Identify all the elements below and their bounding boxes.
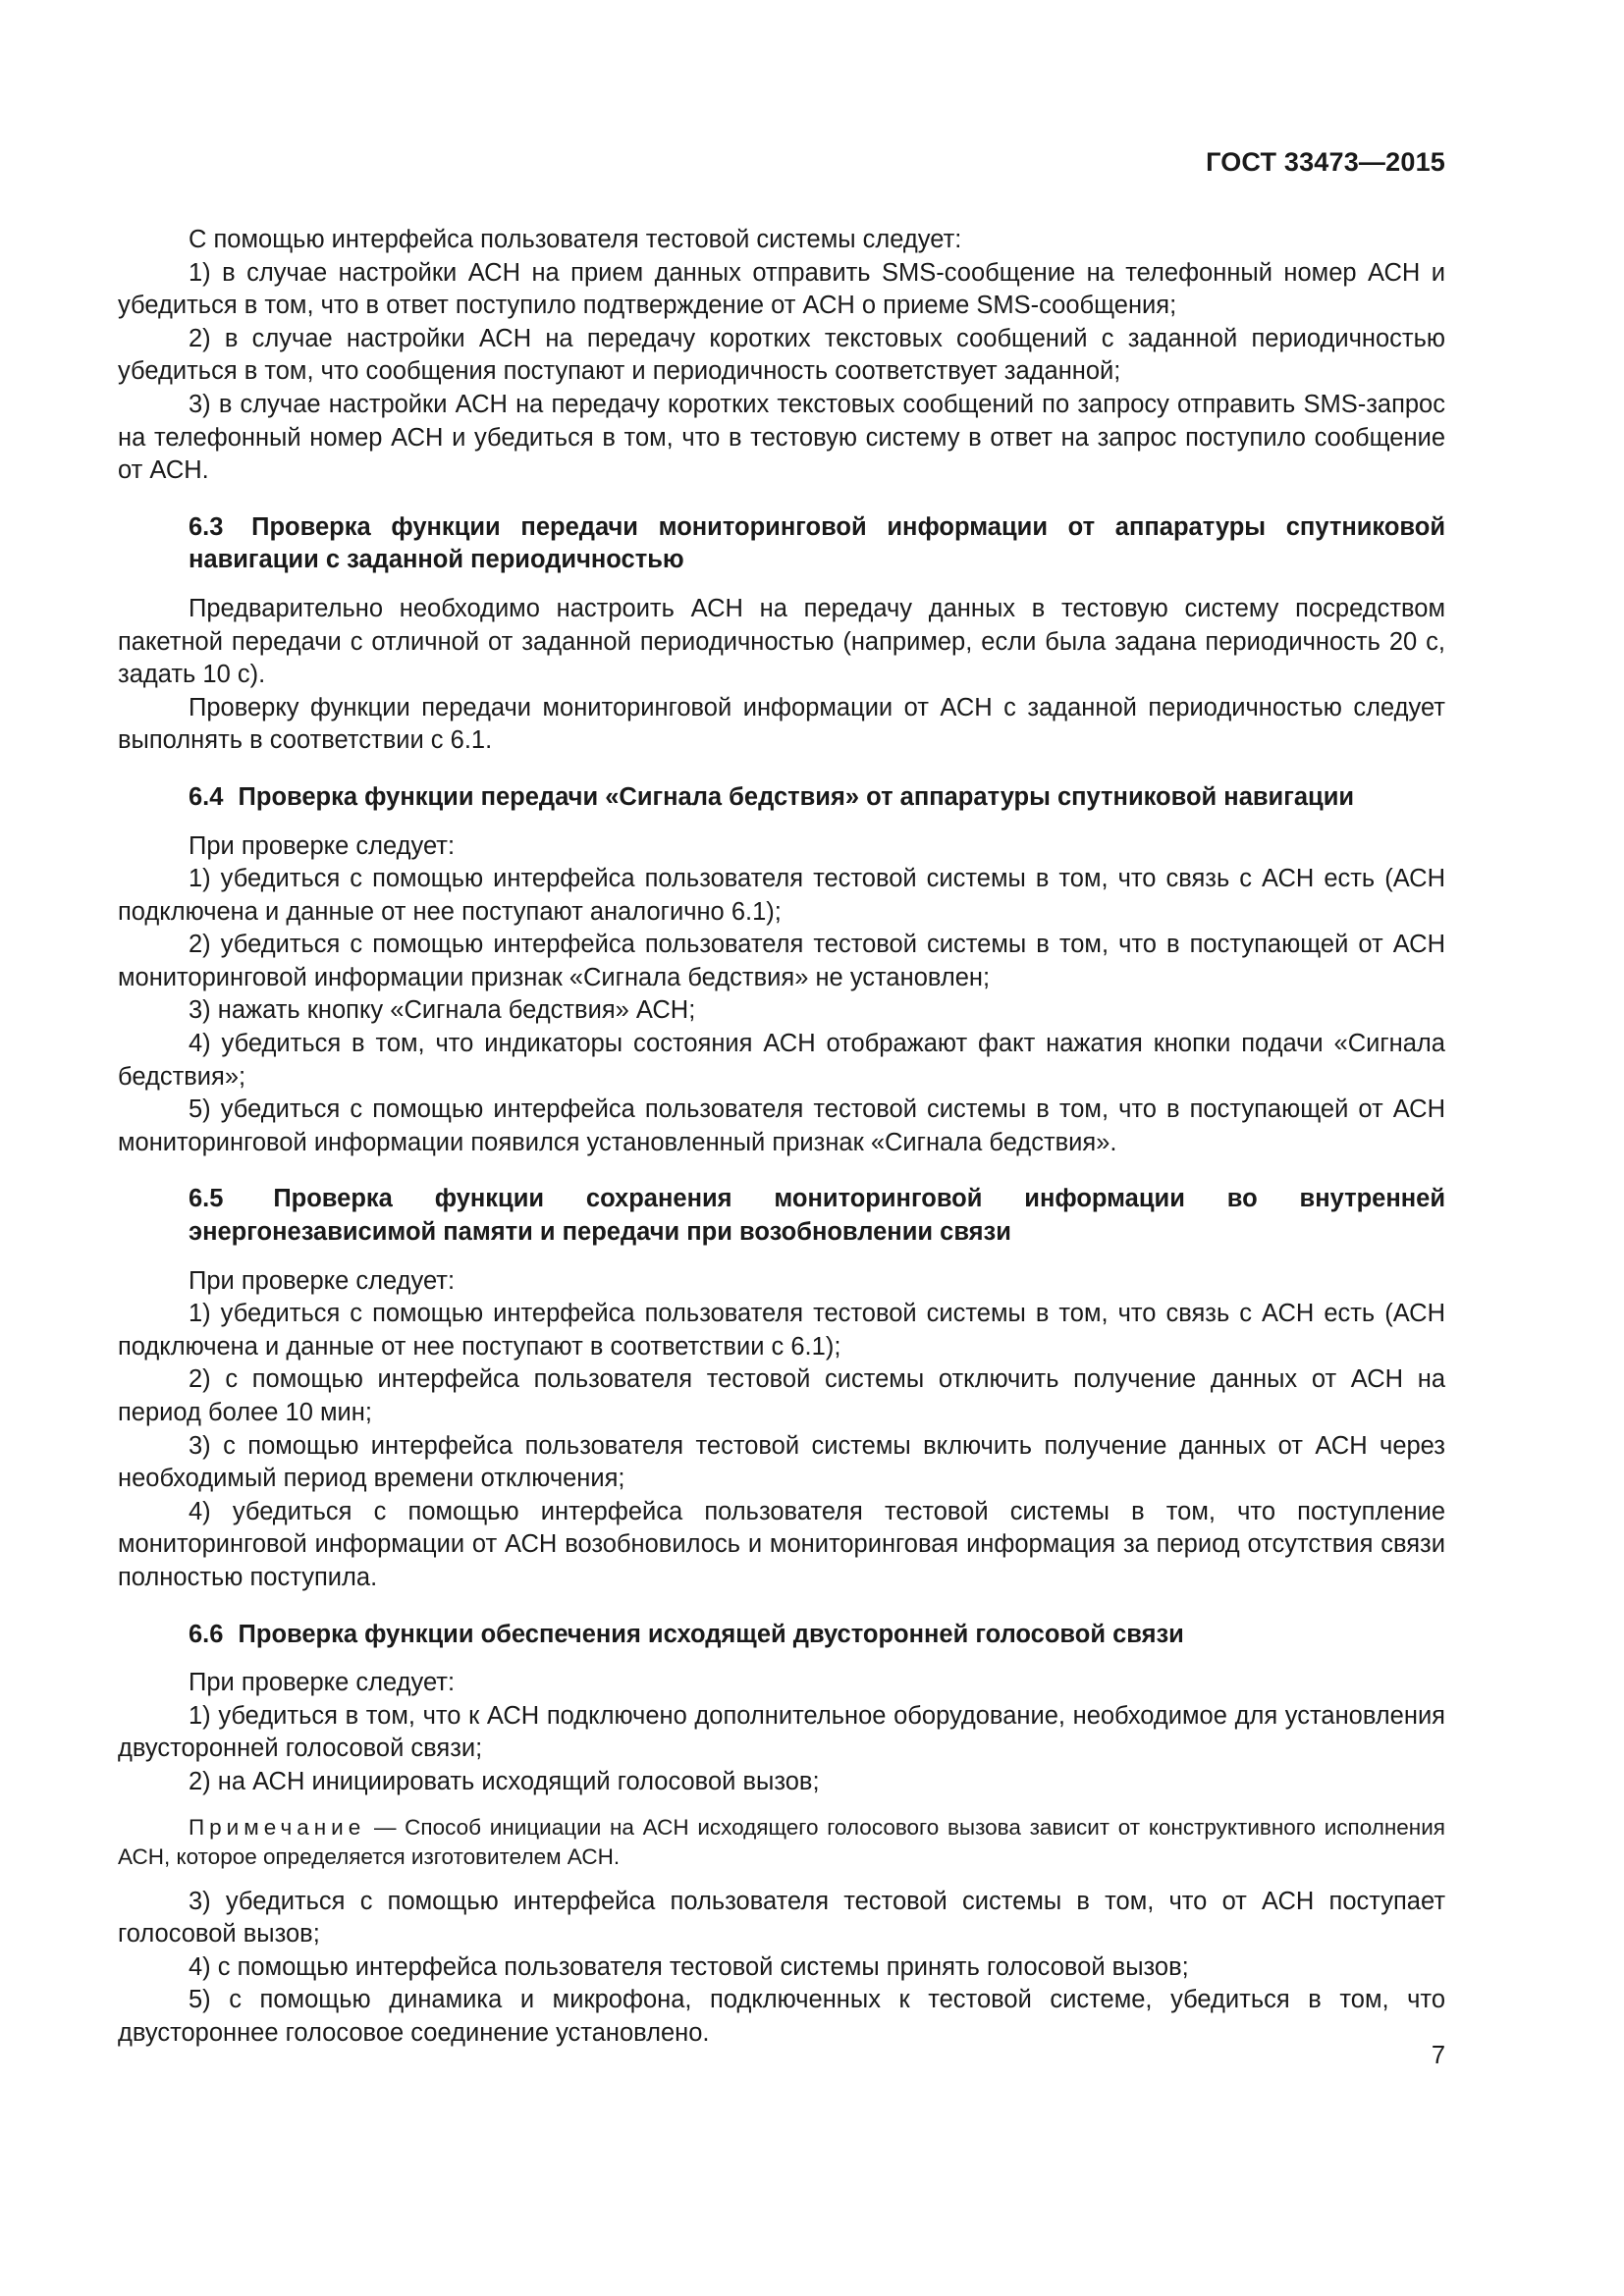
section-6-3-paragraph-2: Проверку функции передачи мониторинговой информации от АСН с заданной периодичностью следует выполнять в соответствии с 6.1. <box>118 693 1445 755</box>
section-6-6-paragraph-5: 4) с помощью интерфейса пользователя тестовой системы принять голосовой вызов; <box>189 1952 1189 1981</box>
intro-item-3: 3) в случае настройки АСН на передачу коротких текстовых сообщений по запросу отправить SMS-запрос на телефонный номер АСН и убедиться в том, что в тестовую систему в ответ на запрос поступило сообщение от АСН. <box>118 390 1445 485</box>
section-title: Проверка функции обеспечения исходящей двусторонней голосовой связи <box>238 1620 1184 1648</box>
document-code: ГОСТ 33473—2015 <box>1206 147 1445 177</box>
section-heading-6-4 <box>118 781 1445 815</box>
section-6-4-paragraph-5: 4) убедиться в том, что индикаторы состояния АСН отображают факт нажатия кнопки подачи «Сигнала бедствия»; <box>118 1030 1445 1091</box>
section-title: Проверка функции передачи «Сигнала бедствия» от аппаратуры спутниковой навигации <box>238 782 1355 811</box>
note-label: Примечание <box>189 1814 366 1840</box>
section-number: 6.4 <box>189 782 224 811</box>
document-body <box>118 224 1445 2051</box>
section-6-4-paragraph-4: 3) нажать кнопку «Сигнала бедствия» АСН; <box>189 996 696 1025</box>
section-heading-6-5 <box>118 1183 1445 1249</box>
section-title: Проверка функции передачи мониторинговой информации от аппаратуры спутниковой навигации с заданной периодичностью <box>189 512 1445 574</box>
section-6-6-paragraph-3: 2) на АСН инициировать исходящий голосовой вызов; <box>189 1767 820 1795</box>
section-title: Проверка функции сохранения мониторинговой информации во внутренней энергонезависимой памяти и передачи при возобновлении связи <box>189 1185 1445 1247</box>
intro-item-1: 1) в случае настройки АСН на прием данных отправить SMS-сообщение на телефонный номер АСН и убедиться в том, что в ответ поступило подтверждение от АСН о приеме SMS-сообщения; <box>118 258 1445 320</box>
section-6-4-paragraph-3: 2) убедиться с помощью интерфейса пользователя тестовой системы в том, что в поступающей от АСН мониторинговой информации признак «Сигнала бедствия» не установлен; <box>118 931 1445 991</box>
section-6-6-paragraph-4: 3) убедиться с помощью интерфейса пользователя тестовой системы в том, что от АСН поступает голосовой вызов; <box>118 1887 1445 1949</box>
section-number: 6.5 <box>189 1185 224 1213</box>
section-number: 6.3 <box>189 512 224 541</box>
section-6-4-paragraph-2: 1) убедиться с помощью интерфейса пользователя тестовой системы в том, что связь с АСН есть (АСН подключена и данные от нее поступают аналогично 6.1); <box>118 865 1445 926</box>
intro-item-2: 2) в случае настройки АСН на передачу коротких текстовых сообщений с заданной периодичностью убедиться в том, что сообщения поступают и периодичность соответствует заданной; <box>118 324 1445 386</box>
note <box>118 1813 1445 1872</box>
document-page <box>118 0 1445 2296</box>
section-6-5-paragraph-1: При проверке следует: <box>189 1266 456 1295</box>
note-text: — Способ инициации на АСН исходящего голосового вызова зависит от конструктивного исполнения АСН, которое определяется изготовителем АСН. <box>118 1814 1445 1869</box>
section-6-5-paragraph-5: 4) убедиться с помощью интерфейса пользователя тестовой системы в том, что поступление мониторинговой информации от АСН возобновилось и мониторинговая информация за период отсутствия связи полностью поступила. <box>118 1497 1445 1591</box>
intro-lead: С помощью интерфейса пользователя тестовой системы следует: <box>189 226 962 253</box>
section-6-3-paragraph-1: Предварительно необходимо настроить АСН на передачу данных в тестовую систему посредством пакетной передачи с отличной от заданной периодичностью (например, если была задана периодичность 20 с, задать 10 с). <box>118 594 1445 689</box>
section-heading-6-6 <box>118 1619 1445 1652</box>
section-6-6-paragraph-6: 5) с помощью динамика и микрофона, подключенных к тестовой системе, убедиться в том, что двустороннее голосовое соединение установлено. <box>118 1986 1445 2047</box>
section-6-4-paragraph-6: 5) убедиться с помощью интерфейса пользователя тестовой системы в том, что в поступающей от АСН мониторинговой информации появился установленный признак «Сигнала бедствия». <box>118 1095 1445 1156</box>
section-number: 6.6 <box>189 1620 224 1648</box>
section-6-4-paragraph-1: При проверке следует: <box>189 831 456 860</box>
section-6-5-paragraph-3: 2) с помощью интерфейса пользователя тестовой системы отключить получение данных от АСН на период более 10 мин; <box>118 1365 1445 1426</box>
section-heading-6-3 <box>118 511 1445 577</box>
page-number: 7 <box>1431 2042 1445 2069</box>
section-6-5-paragraph-4: 3) с помощью интерфейса пользователя тестовой системы включить получение данных от АСН через необходимый период времени отключения; <box>118 1431 1445 1493</box>
section-6-6-paragraph-2: 1) убедиться в том, что к АСН подключено дополнительное оборудование, необходимое для установления двусторонней голосовой связи; <box>118 1701 1445 1763</box>
section-6-5-paragraph-2: 1) убедиться с помощью интерфейса пользователя тестовой системы в том, что связь с АСН есть (АСН подключена и данные от нее поступают в соответствии с 6.1); <box>118 1300 1445 1361</box>
section-6-6-paragraph-1: При проверке следует: <box>189 1669 456 1697</box>
